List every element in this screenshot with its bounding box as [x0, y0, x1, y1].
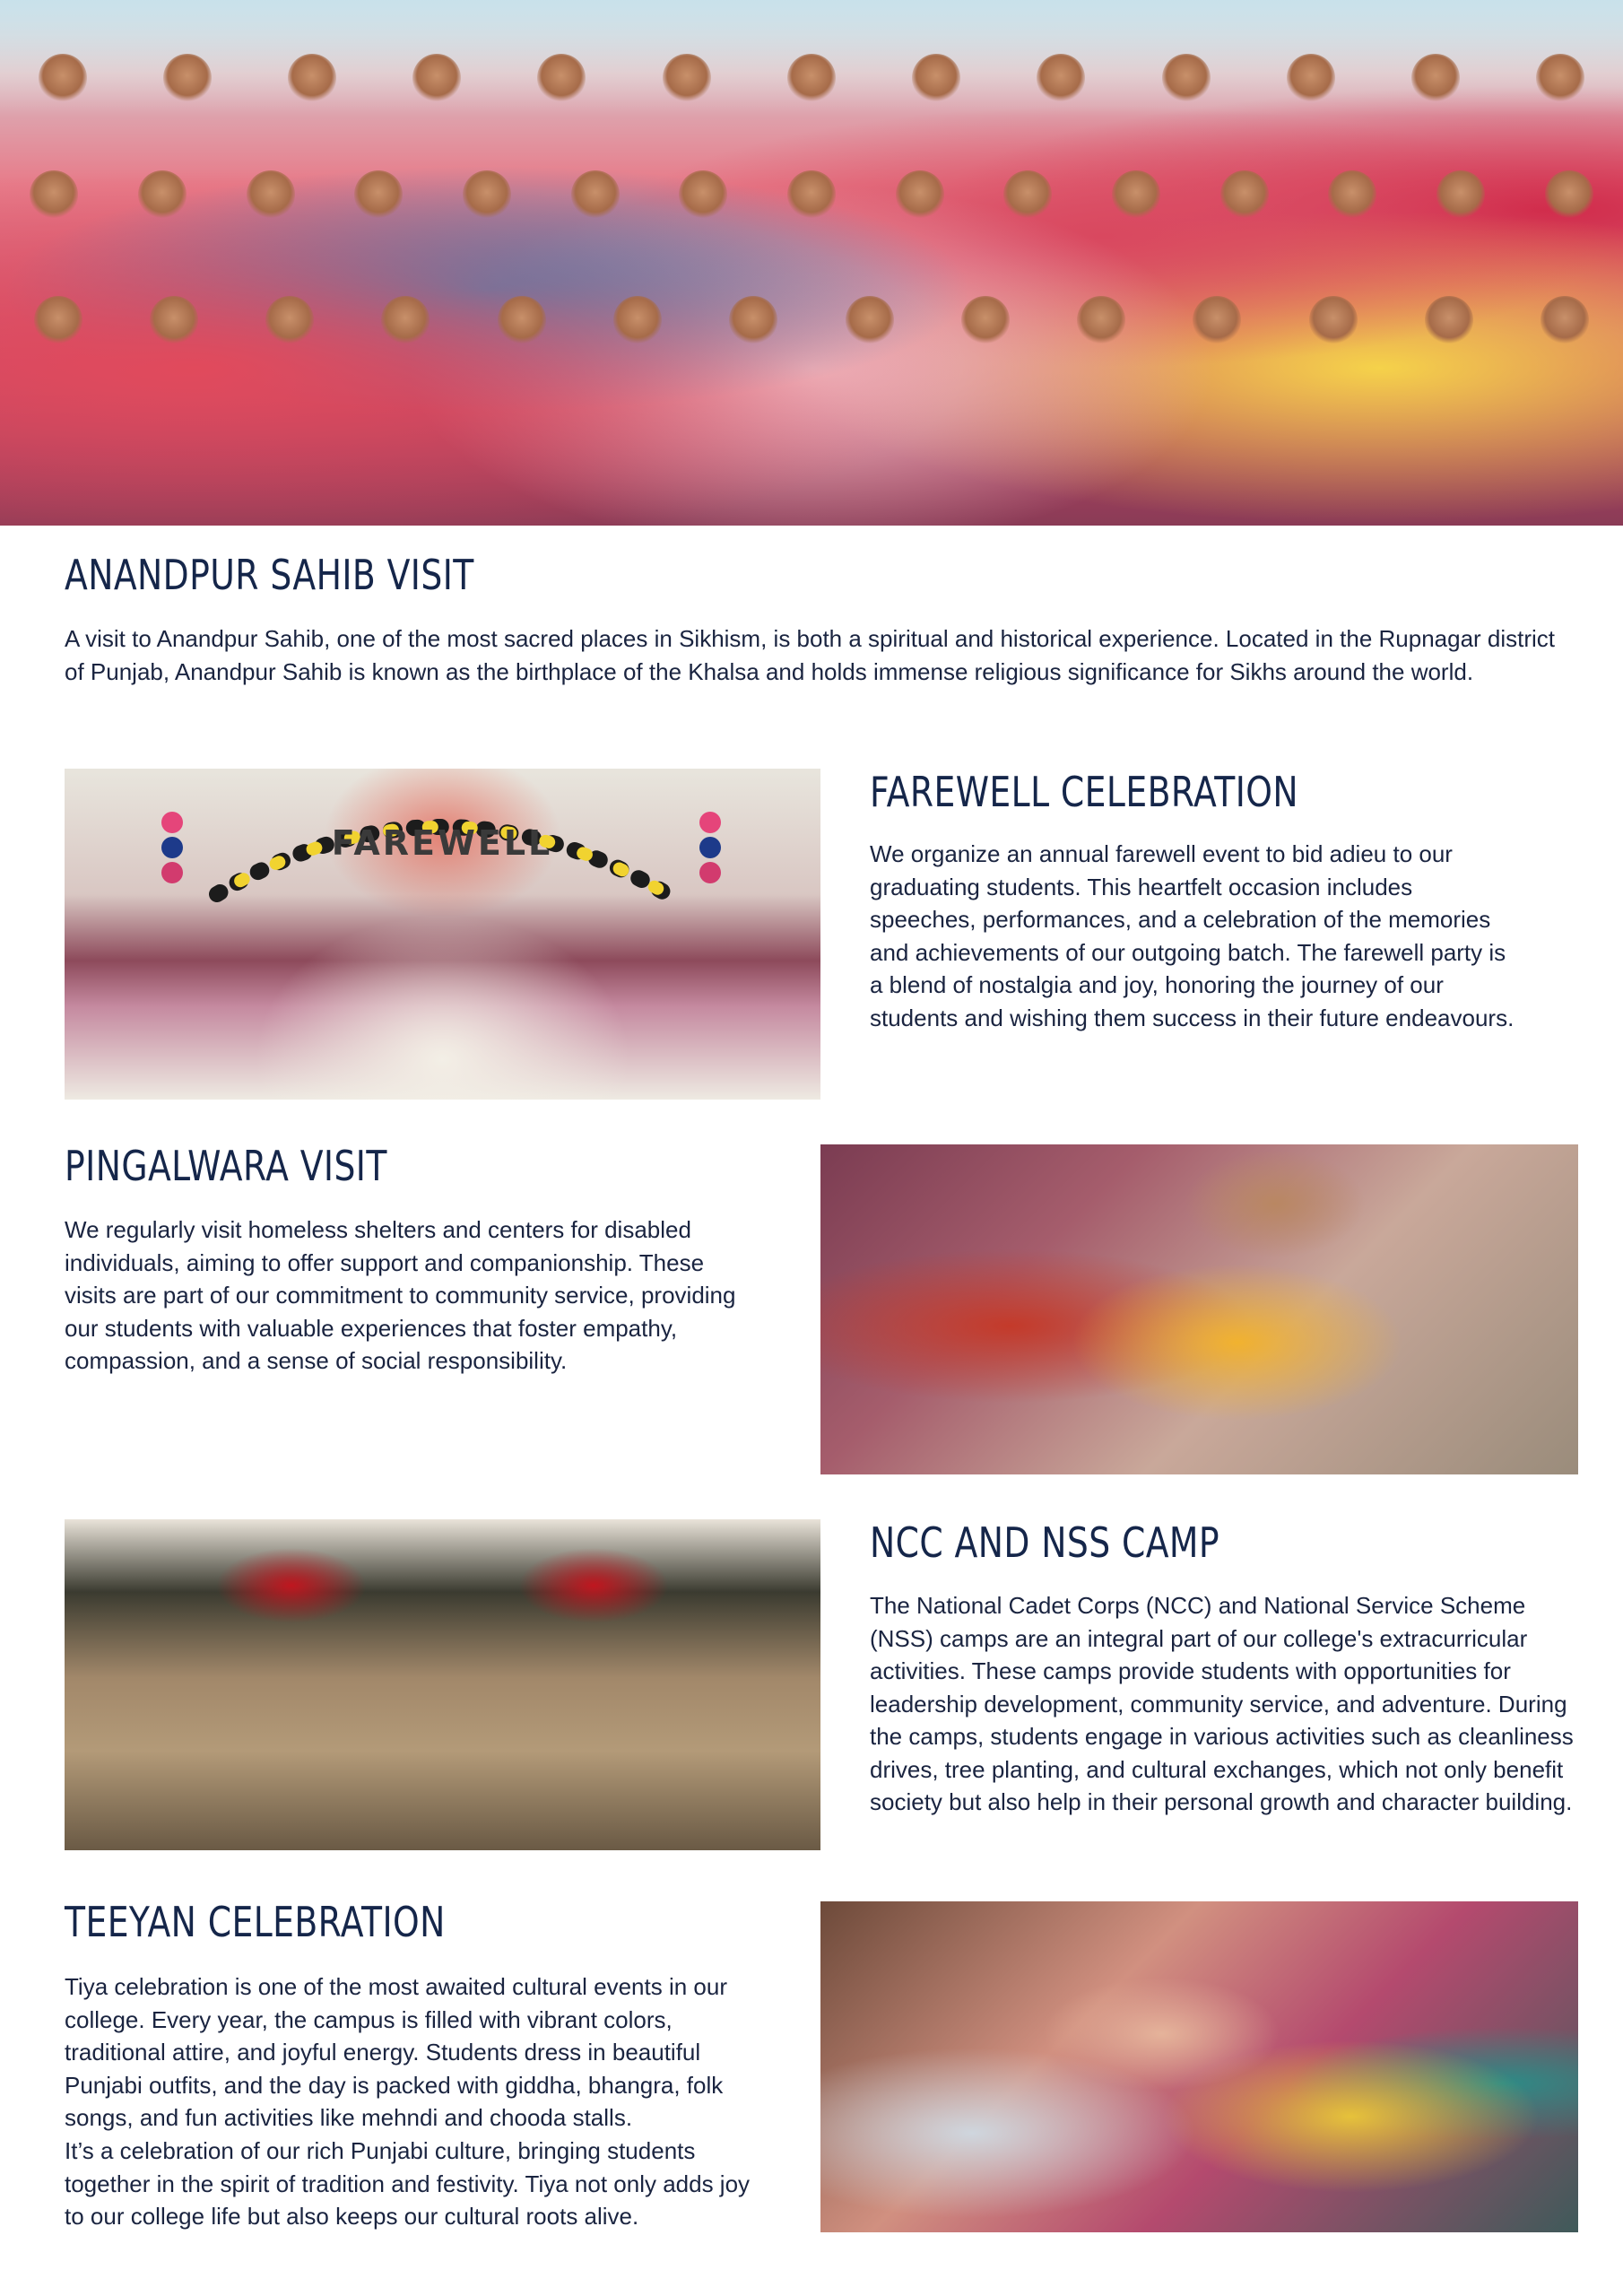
section-heading: ANANDPUR SAHIB VISIT	[65, 551, 474, 599]
face	[1328, 170, 1376, 219]
teeyan-photo	[820, 1901, 1578, 2232]
farewell-banner-graphic	[65, 769, 820, 1100]
face	[34, 296, 82, 344]
face	[1112, 170, 1160, 219]
face	[1077, 296, 1125, 344]
face	[498, 296, 546, 344]
face	[463, 170, 511, 219]
section-heading: NCC AND NSS CAMP	[870, 1518, 1220, 1567]
section-body: Tiya celebration is one of the most awaited cultural events in our college. Every year, the campus is filled with vibrant colors, traditional attire, and joyful energy. Students dress in beautiful Punjabi outfits, and the day is packed with giddha, bhangra, folk songs, and fun activities like mehndi and chooda stalls.	[65, 1973, 727, 2131]
face	[1309, 296, 1358, 344]
face	[1545, 170, 1593, 219]
face	[1162, 54, 1211, 102]
face	[1003, 170, 1052, 219]
face	[896, 170, 944, 219]
face	[1411, 54, 1460, 102]
face	[288, 54, 336, 102]
face	[354, 170, 403, 219]
face	[163, 54, 212, 102]
face	[912, 54, 960, 102]
farewell-banner-text: FAREWELL	[331, 823, 553, 863]
face	[1220, 170, 1269, 219]
face	[1536, 54, 1584, 102]
crowd-row	[0, 296, 1623, 344]
face	[412, 54, 461, 102]
crowd-row	[0, 54, 1623, 102]
face	[150, 296, 198, 344]
face	[787, 170, 836, 219]
section-body-continued: It’s a celebration of our rich Punjabi culture, bringing students together in the spirit of tradition and festivity. Tiya not only adds joy to our college life but also keeps our cultural roots alive.	[65, 2137, 751, 2230]
face	[1541, 296, 1589, 344]
farewell-photo	[65, 769, 820, 1100]
face	[663, 54, 711, 102]
face	[961, 296, 1010, 344]
face	[846, 296, 894, 344]
face	[247, 170, 295, 219]
face	[138, 170, 187, 219]
face	[1193, 296, 1241, 344]
section-heading: PINGALWARA VISIT	[65, 1142, 387, 1190]
face	[571, 170, 620, 219]
face	[679, 170, 727, 219]
face	[30, 170, 78, 219]
section-body: We regularly visit homeless shelters and centers for disabled individuals, aiming to offer support and companionship. These visits are part of our commitment to community service, providing our students with valuable experiences that foster empathy, compassion, and a sense of social responsibility.	[65, 1216, 736, 1374]
face	[613, 296, 662, 344]
face	[1037, 54, 1085, 102]
section-body: We organize an annual farewell event to bid adieu to our graduating students. This heartfelt occasion includes speeches, performances, and a celebration of the memories and achievements of our outgoing batch. The farewell party is a blend of nostalgia and joy, honoring the journey of our students and wishing them success in their future endeavours.	[870, 840, 1515, 1031]
pingalwara-photo	[820, 1144, 1578, 1474]
face	[1425, 296, 1473, 344]
ncc-cadets-photo	[65, 1519, 820, 1850]
face	[1436, 170, 1485, 219]
section-body: The National Cadet Corps (NCC) and National Service Scheme (NSS) camps are an integral part of our college's extracurricular activities. These camps provide students with opportunities for leadership development, community service, and adventure. During the camps, students engage in various activities such as cleanliness drives, tree planting, and cultural exchanges, which not only benefit society but also help in their personal growth and character building.	[870, 1592, 1574, 1815]
face	[39, 54, 87, 102]
section-heading: TEEYAN CELEBRATION	[65, 1898, 446, 1946]
section-heading: FAREWELL CELEBRATION	[870, 768, 1298, 816]
face	[381, 296, 430, 344]
face	[1287, 54, 1335, 102]
face	[265, 296, 314, 344]
face	[729, 296, 777, 344]
hero-group-photo	[0, 0, 1623, 526]
section-body: A visit to Anandpur Sahib, one of the most sacred places in Sikhism, is both a spiritual and historical experience. Located in the Rupnagar district of Punjab, Anandpur Sahib is known as the birthplace of the Khalsa and holds immense religious significance for Sikhs around the world.	[65, 625, 1556, 685]
face	[787, 54, 836, 102]
crowd-row	[0, 170, 1623, 219]
face	[537, 54, 586, 102]
